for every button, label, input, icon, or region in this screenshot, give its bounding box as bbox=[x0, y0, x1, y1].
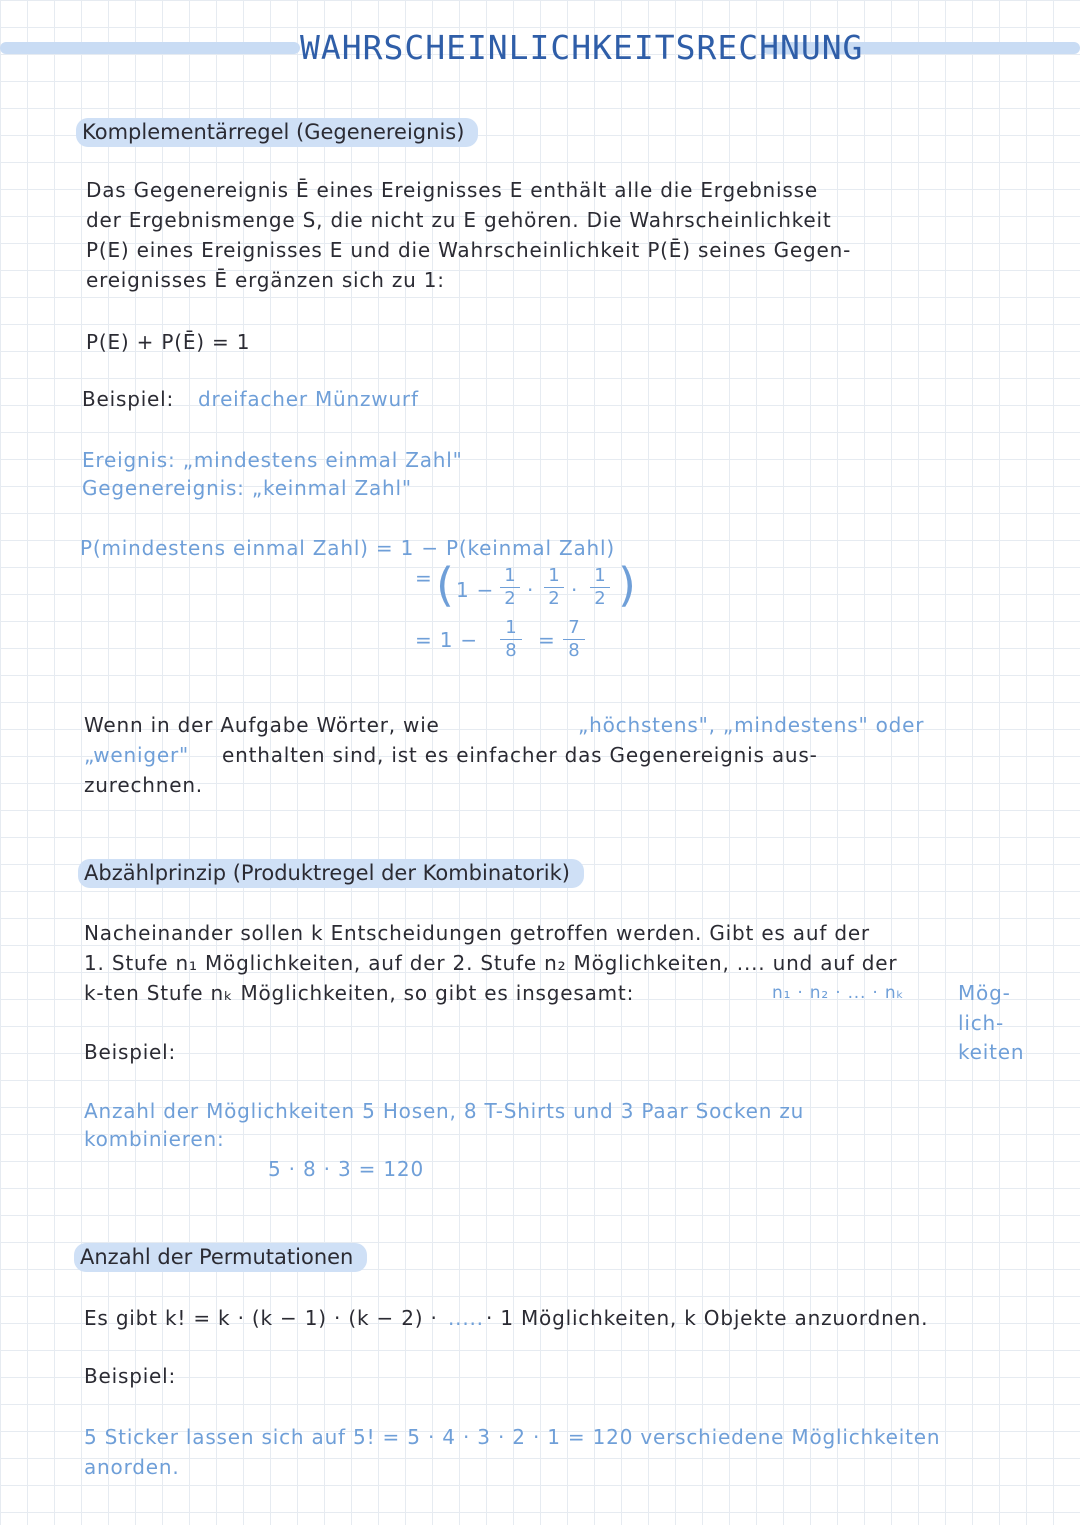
complement-text-line-1: Das Gegenereignis Ē eines Ereignisses E enthält alle die Ergebnisse bbox=[86, 178, 818, 202]
complement-text-line-3: P(E) eines Ereignisses E und die Wahrscheinlichkeit P(Ē) seines Gegen- bbox=[86, 238, 852, 262]
calc-dot-1: · bbox=[527, 578, 535, 602]
fraction-one-eighth bbox=[500, 618, 522, 661]
complement-heading: Komplementärregel (Gegenereignis) bbox=[76, 118, 478, 147]
note-line-1a: Wenn in der Aufgabe Wörter, wie bbox=[84, 713, 440, 737]
counting-line-3c: Mög- bbox=[958, 981, 1011, 1005]
fraction-denominator: 2 bbox=[504, 588, 516, 609]
permutations-heading: Anzahl der Permutationen bbox=[74, 1243, 367, 1272]
event-text: Ereignis: „mindestens einmal Zahl" bbox=[82, 448, 463, 472]
complement-text-line-2: der Ergebnismenge S, die nicht zu E gehören. Die Wahrscheinlichkeit bbox=[86, 208, 832, 232]
fraction-seven-eighths bbox=[563, 618, 585, 661]
calc-line-1: P(mindestens einmal Zahl) = 1 − P(keinmal Zahl) bbox=[80, 536, 615, 560]
permutations-line-1a: Es gibt k! = k · (k − 1) · (k − 2) · bbox=[84, 1306, 438, 1330]
counter-event-text: Gegenereignis: „keinmal Zahl" bbox=[82, 476, 412, 500]
counting-example-line-1: Anzahl der Möglichkeiten 5 Hosen, 8 T-Shirts und 3 Paar Socken zu bbox=[84, 1099, 805, 1123]
calc-eq: = bbox=[415, 566, 433, 590]
calc-one-minus: 1 − bbox=[456, 578, 495, 602]
counting-example-label: Beispiel: bbox=[84, 1040, 177, 1064]
fraction-denominator: 2 bbox=[594, 588, 606, 609]
counting-heading: Abzählprinzip (Produktregel der Kombinatorik) bbox=[78, 859, 584, 888]
fraction-numerator: 1 bbox=[548, 565, 560, 586]
counting-line-3b: n₁ · n₂ · ... · nₖ bbox=[772, 983, 905, 1003]
permutations-example-label: Beispiel: bbox=[84, 1364, 177, 1388]
fraction-half-3 bbox=[590, 566, 610, 609]
title-bar-left bbox=[0, 42, 300, 54]
fraction-numerator: 1 bbox=[504, 565, 516, 586]
counting-line-4: lich- bbox=[958, 1011, 1005, 1035]
fraction-denominator: 2 bbox=[548, 588, 560, 609]
counting-example-calc: 5 · 8 · 3 = 120 bbox=[268, 1157, 424, 1181]
permutations-line-1b: ..... bbox=[448, 1306, 484, 1330]
counting-line-1: Nacheinander sollen k Entscheidungen getroffen werden. Gibt es auf der bbox=[84, 921, 870, 945]
paren-open: ( bbox=[436, 558, 454, 612]
fraction-half-2 bbox=[544, 566, 564, 609]
note-line-2a: „weniger" bbox=[84, 743, 189, 767]
permutations-line-1c: · 1 Möglichkeiten, k Objekte anzuordnen. bbox=[486, 1306, 929, 1330]
fraction-denominator: 8 bbox=[505, 640, 517, 661]
complement-example-title: dreifacher Münzwurf bbox=[198, 387, 419, 411]
permutations-example-line-1: 5 Sticker lassen sich auf 5! = 5 · 4 · 3 · 2 · 1 = 120 verschiedene Möglichkeiten bbox=[84, 1425, 941, 1449]
fraction-numerator: 7 bbox=[568, 617, 580, 638]
counting-line-3a: k-ten Stufe nₖ Möglichkeiten, so gibt es insgesamt: bbox=[84, 981, 635, 1005]
complement-formula: P(E) + P(Ē) = 1 bbox=[86, 330, 251, 354]
fraction-denominator: 8 bbox=[568, 640, 580, 661]
note-line-1b: „höchstens", „mindestens" oder bbox=[578, 713, 925, 737]
calc-line-3-prefix: = 1 − bbox=[415, 628, 478, 652]
permutations-example-line-2: anorden. bbox=[84, 1455, 180, 1479]
counting-line-5: keiten bbox=[958, 1040, 1025, 1064]
complement-example-label: Beispiel: bbox=[82, 387, 175, 411]
calc-dot-2: · bbox=[571, 578, 579, 602]
paren-close: ) bbox=[618, 558, 636, 612]
result-eq: = bbox=[538, 628, 556, 652]
page-title: WAHRSCHEINLICHKEITSRECHNUNG bbox=[300, 28, 864, 67]
counting-line-2: 1. Stufe n₁ Möglichkeiten, auf der 2. Stufe n₂ Möglichkeiten, .... und auf der bbox=[84, 951, 898, 975]
fraction-numerator: 1 bbox=[594, 565, 606, 586]
note-line-2b: enthalten sind, ist es einfacher das Gegenereignis aus- bbox=[222, 743, 818, 767]
note-line-3: zurechnen. bbox=[84, 773, 203, 797]
fraction-half-1 bbox=[500, 566, 520, 609]
counting-example-line-2: kombinieren: bbox=[84, 1127, 225, 1151]
complement-text-line-4: ereignisses Ē ergänzen sich zu 1: bbox=[86, 268, 445, 292]
fraction-numerator: 1 bbox=[505, 617, 517, 638]
